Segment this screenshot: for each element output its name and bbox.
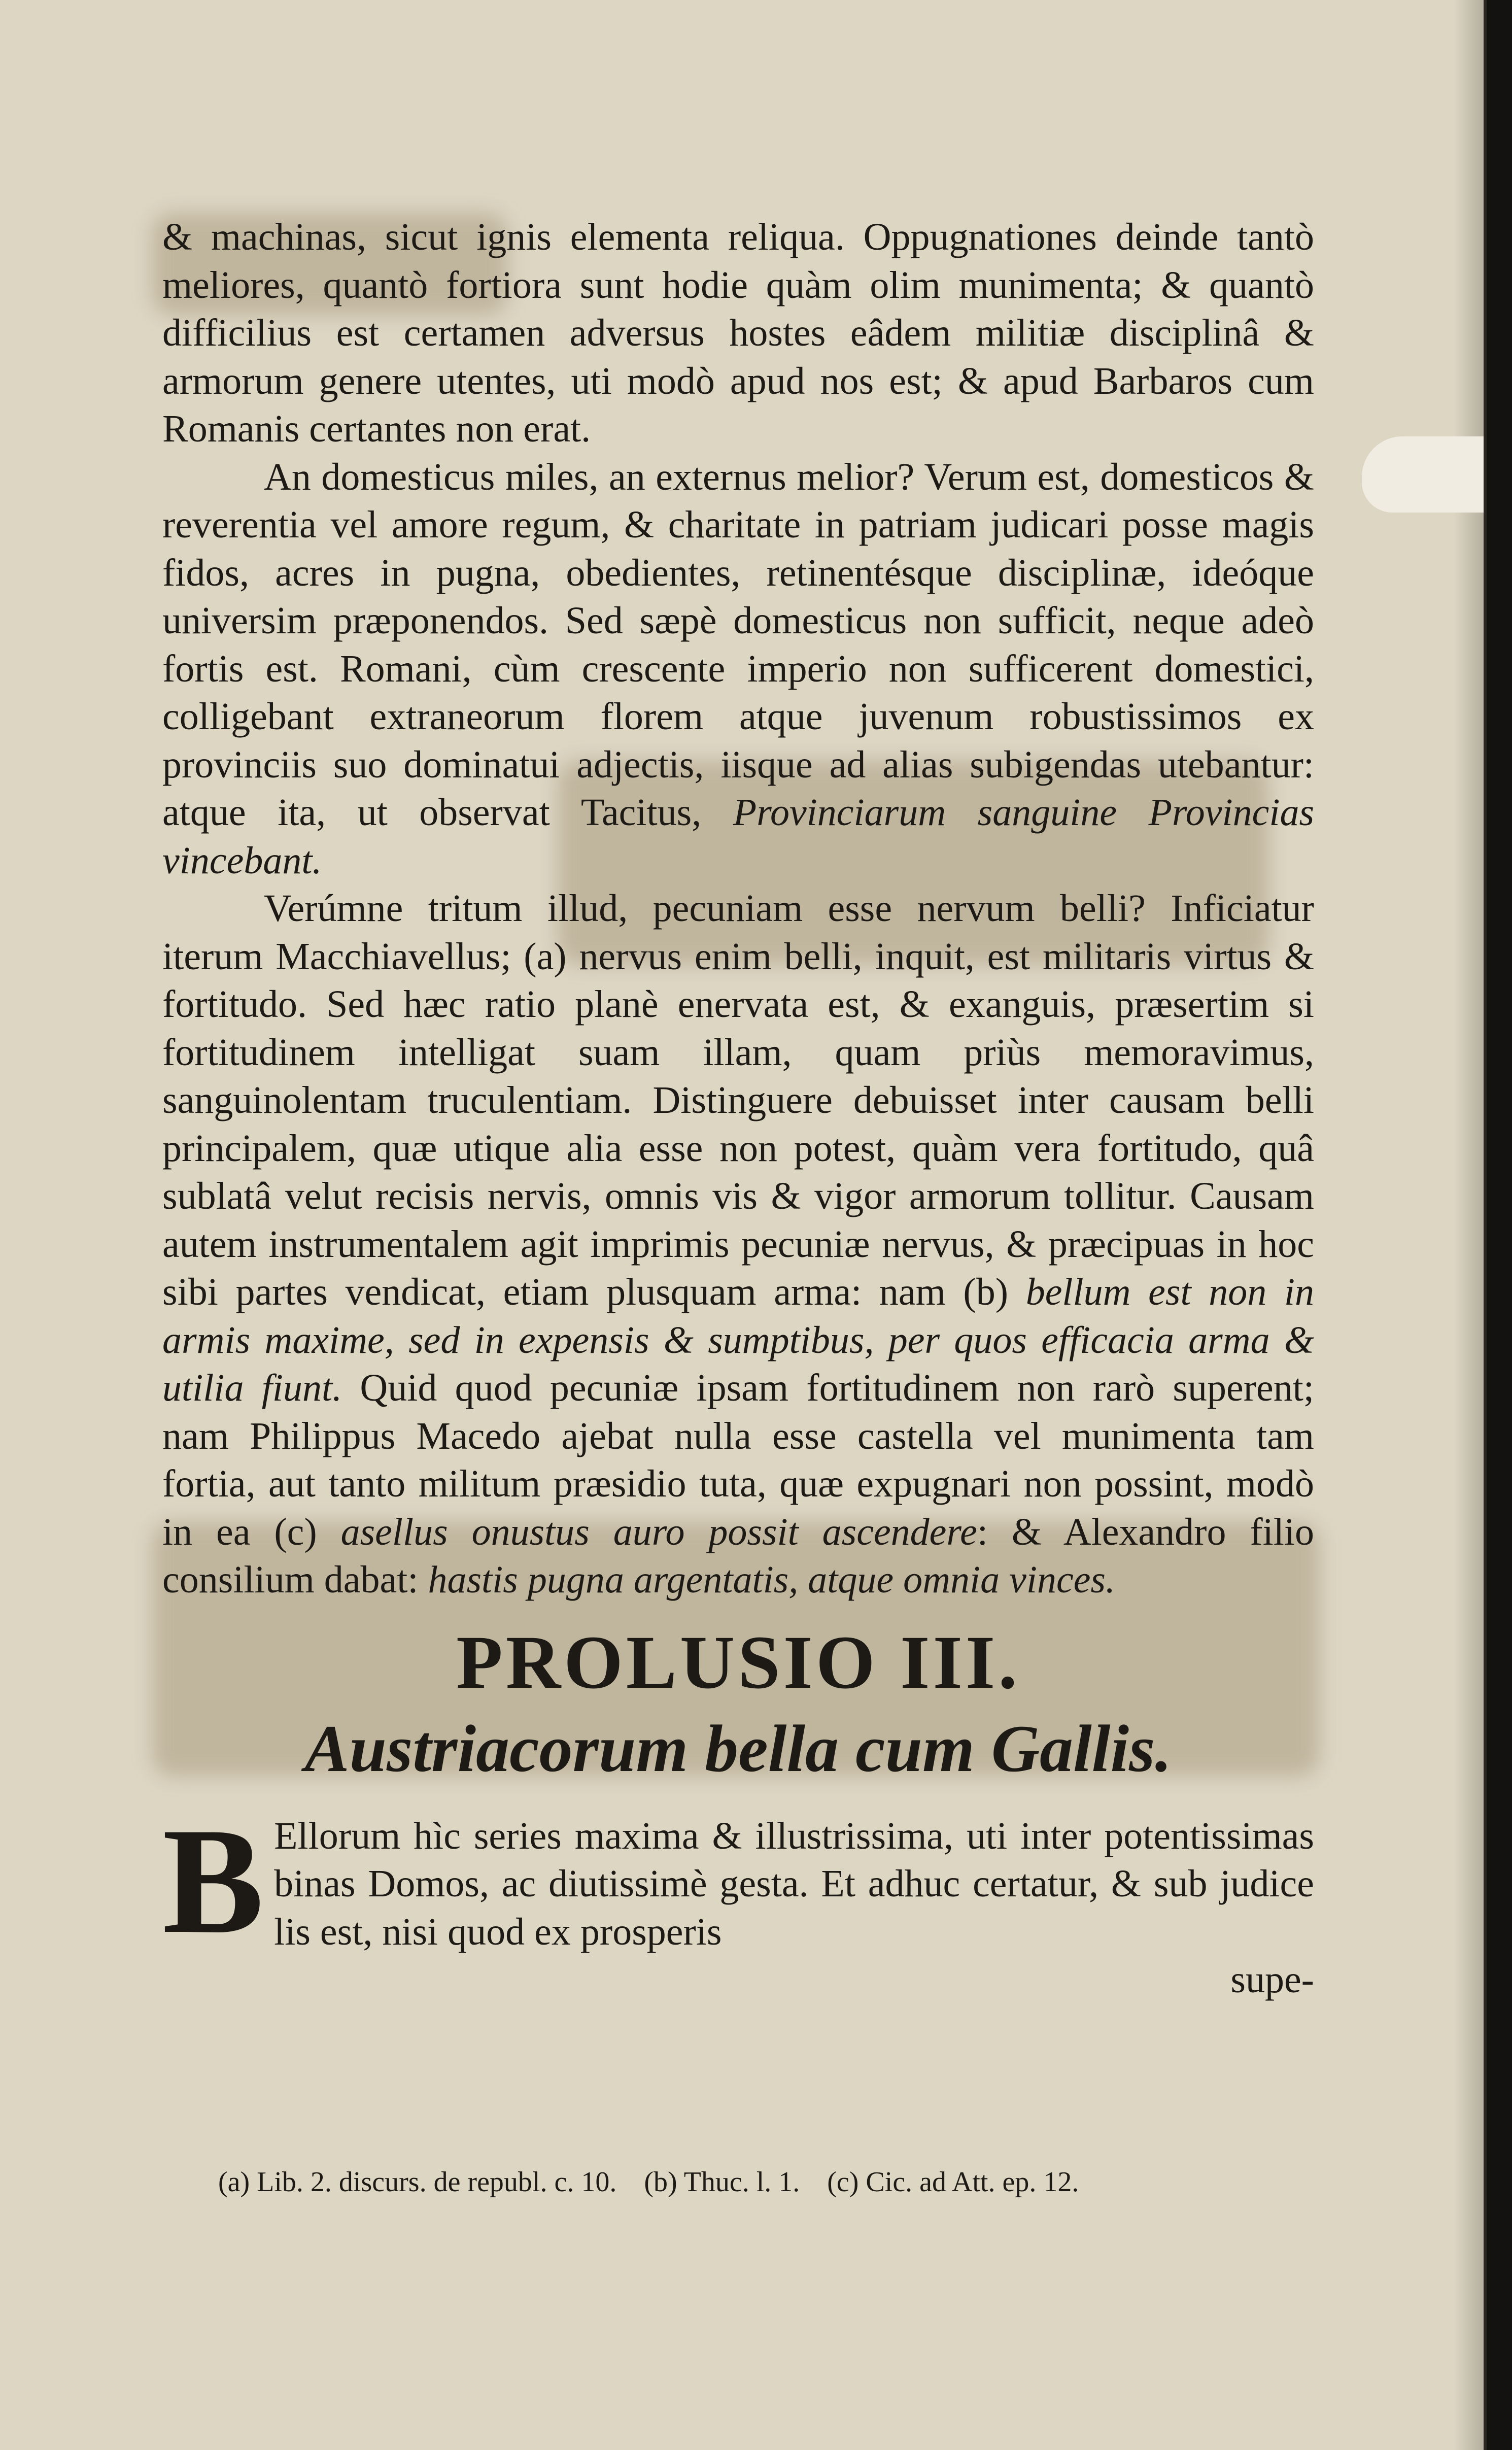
italic-quote: bellum est non in armis maxime, sed in expensis & sumptibus, per quos efficacia arma & utilia fiunt. — [162, 1271, 1315, 1409]
paragraph: Verúmne tritum illud, pecuniam esse nervum belli? Inficiatur iterum Macchiavellus; (a) nervus enim belli, inquit, est militaris virtus & fortitudo. Sed hæc ratio planè enervata est, & exanguis, præsertim si fortitudinem intelligat suam illam, quam priùs memoravimus, sanguinolentam truculentiam. Distinguere debuisset inter causam belli principalem, quæ utique alia esse non potest, quàm vera fortitudo, quâ sublatâ velut recisis nervis, omnis vis & vigor armorum tollitur. Causam autem instrumentalem agit imprimis pecuniæ nervus, & præcipuas in hoc sibi partes vendicat, etiam plusquam arma: nam (b) bellum est non in armis maxime, sed in expensis & sumptibus, per quos efficacia arma & utilia fiunt. Quid quod pecuniæ ipsam fortitudinem non rarò superent; nam Philippus Macedo ajebat nulla esse castella vel munimenta tam fortia, aut tanto militum præsidio tuta, quæ expugnari non possint, modò in ea (c) asellus onustus auro possit ascendere: & Alexandro filio consilium dabat: hastis pugna argentatis, atque omnia vinces. — [162, 887, 1315, 1601]
catchword: supe- — [1230, 1958, 1314, 2001]
paragraph: An domesticus miles, an externus melior? Verum est, domesticos & reverentia vel amore regum, & charitate in patriam judicari posse magis fidos, acres in pugna, obedientes, retinentésque disciplinæ, ideóque universim præponendos. Sed sæpè domesticus non sufficit, neque adeò fortis est. Romani, cùm crescente imperio non sufficerent domestici, colligebant extraneorum florem atque juvenum robustissimos ex provinciis suo dominatui adjectis, iisque ad alias subigendas utebantur: atque ita, ut observat Tacitus, Provinciarum sanguine Provincias vincebant. — [162, 455, 1315, 882]
section-subheading: Austriacorum bella cum Gallis. — [304, 1711, 1172, 1786]
italic-quote: asellus onustus auro possit ascendere — [340, 1510, 977, 1553]
body-text — [162, 213, 1314, 2004]
page-tab-flap — [1362, 436, 1484, 513]
footnote: (b) Thuc. l. 1. — [644, 2166, 800, 2198]
italic-quote: Provinciarum sanguine Provincias vincebant. — [162, 791, 1315, 882]
footnote: (c) Cic. ad Att. ep. 12. — [827, 2166, 1079, 2198]
section-heading: PROLUSIO III. — [456, 1620, 1020, 1705]
paragraph: & machinas, sicut ignis elementa reliqua. Oppugnationes deinde tantò meliores, quantò fortiora sunt hodie quàm olim munimenta; & quantò difficilius est certamen adversus hostes eâdem militiæ disciplinâ & armorum genere utentes, uti modò apud nos est; & apud Barbaros cum Romanis certantes non erat. — [162, 216, 1314, 450]
drop-cap: B — [162, 1796, 264, 1965]
italic-quote: hastis pugna argentatis, atque omnia vinces. — [428, 1558, 1115, 1601]
footnote: (a) Lib. 2. discurs. de republ. c. 10. — [218, 2166, 617, 2198]
page-edge-shadow — [1453, 0, 1484, 2450]
paragraph: B Ellorum hìc series maxima & illustrissima, uti inter potentissimas binas Domos, ac diutissimè gesta. Et adhuc certatur, & sub judice lis est, nisi quod ex prosperis — [162, 1796, 1314, 1965]
footnotes — [218, 2164, 1309, 2200]
